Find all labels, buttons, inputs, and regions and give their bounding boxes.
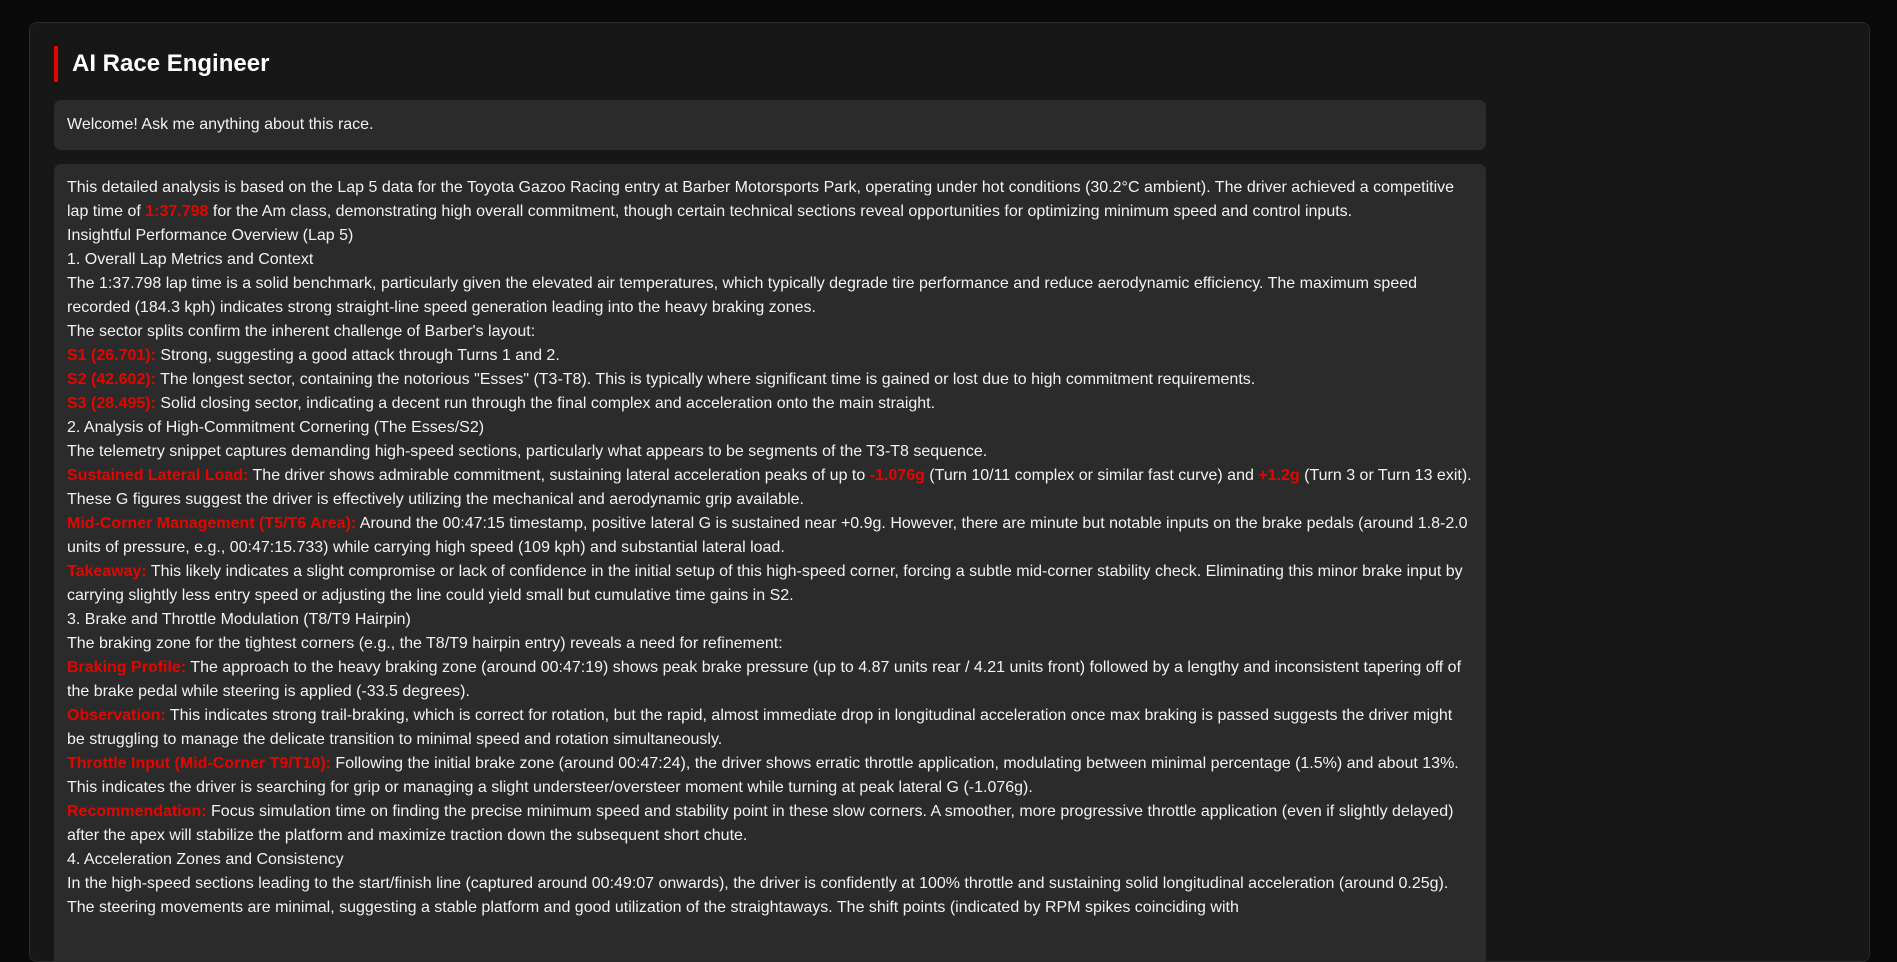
braking-profile-label: Braking Profile: (67, 659, 187, 676)
sector-3-item (67, 392, 1473, 416)
takeaway-text: This likely indicates a slight compromise or lack of confidence in the initial setup of this high-speed corner, forcing a subtle mid-corner stability check. Eliminating this minor brake input by carrying slightly less entry speed or adjusting the line could yield small but cumulative time gains in S2. (67, 563, 1463, 604)
mid-corner-item (67, 512, 1473, 560)
sector-2-item (67, 368, 1473, 392)
throttle-input-item (67, 752, 1473, 800)
observation-item (67, 704, 1473, 752)
braking-profile-text: The approach to the heavy braking zone (around 00:47:19) shows peak brake pressure (up to 4.87 units rear / 4.21 units front) followed by a lengthy and inconsistent tapering off of the brake pedal while steering is applied (-33.5 degrees). (67, 659, 1462, 700)
sector-2-text: The longest sector, containing the notorious "Esses" (T3-T8). This is typically where significant time is gained or lost due to high commitment requirements. (155, 371, 1256, 388)
section-4-text: In the high-speed sections leading to the start/finish line (captured around 00:49:07 onwards), the driver is confidently at 100% throttle and sustaining solid longitudinal acceleration (around 0.25g). The steering movements are minimal, suggesting a stable platform and good utilization of the straightaways. The shift points (indicated by RPM spikes coinciding with (67, 875, 1449, 916)
throttle-input-text: Following the initial brake zone (around 00:47:24), the driver shows erratic throttle application, modulating between minimal percentage (1.5%) and about 13%. This indicates the driver is searching for grip or managing a slight understeer/oversteer moment while turning at peak lateral G (-1.076g). (67, 755, 1459, 796)
section-4-heading: 4. Acceleration Zones and Consistency (67, 851, 344, 868)
takeaway-item (67, 560, 1473, 608)
mid-corner-text: Around the 00:47:15 timestamp, positive lateral G is sustained near +0.9g. However, there are minute but notable inputs on the brake pedals (around 1.8-2.0 units of pressure, e.g., 00:47:15.733) while carrying high speed (109 kph) and substantial lateral load. (67, 515, 1468, 556)
sector-1-item (67, 344, 1473, 368)
lateral-load-label: Sustained Lateral Load: (67, 467, 249, 484)
panel-title: AI Race Engineer (54, 46, 269, 82)
sector-1-label: S1 (26.701): (67, 347, 156, 364)
sector-2-label: S2 (42.602): (67, 371, 156, 388)
lateral-g-positive: +1.2g (1258, 467, 1300, 484)
lateral-load-text-2: (Turn 10/11 complex or similar fast curve) and (924, 467, 1259, 484)
takeaway-label: Takeaway: (67, 563, 147, 580)
intro-text-post: for the Am class, demonstrating high overall commitment, though certain technical sections reveal opportunities for optimizing minimum speed and control inputs. (208, 203, 1353, 220)
section-1-heading: 1. Overall Lap Metrics and Context (67, 251, 314, 268)
welcome-message: Welcome! Ask me anything about this race. (54, 100, 1486, 150)
throttle-input-label: Throttle Input (Mid-Corner T9/T10): (67, 755, 331, 772)
section-2-heading: 2. Analysis of High-Commitment Cornering (The Esses/S2) (67, 419, 485, 436)
recommendation-label: Recommendation: (67, 803, 207, 820)
section-2-text: The telemetry snippet captures demanding high-speed sections, particularly what appears to be segments of the T3-T8 sequence. (67, 443, 988, 460)
braking-profile-item (67, 656, 1473, 704)
sector-1-text: Strong, suggesting a good attack through Turns 1 and 2. (155, 347, 560, 364)
section-1-text: The 1:37.798 lap time is a solid benchmark, particularly given the elevated air temperatures, which typically degrade tire performance and reduce aerodynamic efficiency. The maximum speed recorded (184.3 kph) indicates strong straight-line speed generation leading into the heavy braking zones. (67, 275, 1418, 316)
lateral-load-text-3: (Turn 3 or Turn 13 exit). These G figures suggest the driver is effectively utilizing the mechanical and aerodynamic grip available. (67, 467, 1472, 508)
analysis-message (54, 164, 1486, 962)
observation-text: This indicates strong trail-braking, which is correct for rotation, but the rapid, almost immediate drop in longitudinal acceleration once max braking is passed suggests the driver might be struggling to manage the delicate transition to minimal speed and rotation simultaneously. (67, 707, 1453, 748)
sector-3-text: Solid closing sector, indicating a decent run through the final complex and acceleration onto the main straight. (155, 395, 936, 412)
section-3-text: The braking zone for the tightest corners (e.g., the T8/T9 hairpin entry) reveals a need for refinement: (67, 635, 783, 652)
recommendation-text: Focus simulation time on finding the precise minimum speed and stability point in these slow corners. A smoother, more progressive throttle application (even if slightly delayed) after the apex will stabilize the platform and maximize traction down the subsequent short chute. (67, 803, 1454, 844)
intro-text: This detailed analysis is based on the Lap 5 data for the Toyota Gazoo Racing entry at Barber Motorsports Park, operating under hot conditions (30.2°C ambient). The driver achieved a competitive lap time of (67, 179, 1455, 220)
lap-time-highlight: 1:37.798 (145, 203, 209, 220)
mid-corner-label: Mid-Corner Management (T5/T6 Area): (67, 515, 357, 532)
sector-3-label: S3 (28.495): (67, 395, 156, 412)
sector-splits-intro: The sector splits confirm the inherent challenge of Barber's layout: (67, 323, 536, 340)
recommendation-item (67, 800, 1473, 848)
lateral-g-negative: -1.076g (869, 467, 925, 484)
overview-heading: Insightful Performance Overview (Lap 5) (67, 227, 354, 244)
race-engineer-panel (29, 22, 1870, 962)
section-3-heading: 3. Brake and Throttle Modulation (T8/T9 Hairpin) (67, 611, 411, 628)
intro-paragraph (67, 176, 1473, 224)
lateral-load-item (67, 464, 1473, 512)
observation-label: Observation: (67, 707, 166, 724)
lateral-load-text-1: The driver shows admirable commitment, sustaining lateral acceleration peaks of up to (248, 467, 870, 484)
